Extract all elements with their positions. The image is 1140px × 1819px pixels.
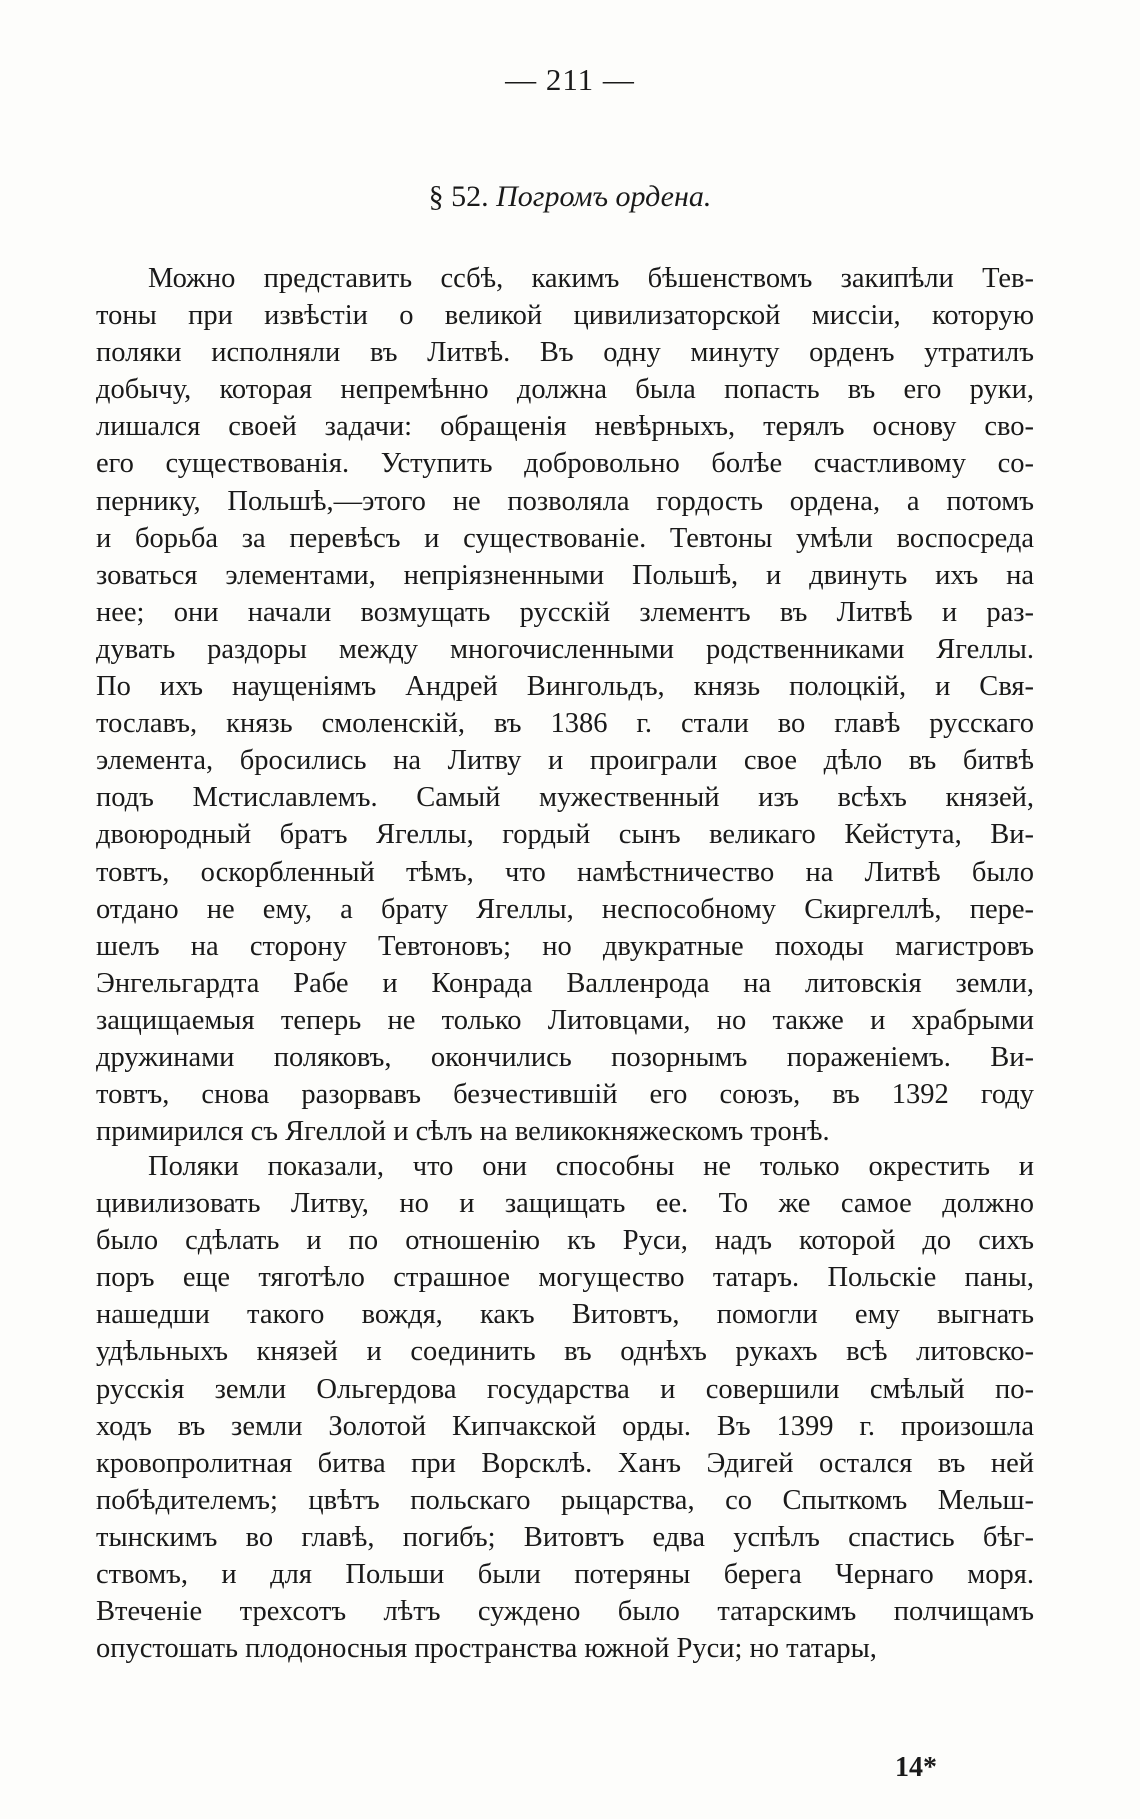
text-line: нее; они начали возмущать русскій злементъ въ Литвѣ и раз-	[96, 596, 1034, 628]
text-line: тынскимъ во главѣ, погибъ; Витовтъ едва успѣлъ спастись бѣг-	[96, 1521, 1034, 1553]
text-line: кровопролитная битва при Ворсклѣ. Ханъ Эдигей остался въ ней	[96, 1447, 1034, 1479]
text-line: Энгельгардта Рабе и Конрада Валленрода на литовскія земли,	[96, 967, 1034, 999]
section-number: § 52.	[428, 180, 489, 213]
text-line: дувать раздоры между многочисленными родственниками Ягеллы.	[96, 633, 1034, 665]
text-line: лишался своей задачи: обращенія невѣрныхъ, терялъ основу сво-	[96, 411, 1034, 443]
text-line: было сдѣлать и по отношенію къ Руси, надъ которой до сихъ	[96, 1225, 1034, 1257]
text-line: Поляки показали, что они способны не только окрестить и	[148, 1151, 1034, 1182]
text-line: его существованія. Уступить добровольно болѣе счастливому со-	[96, 448, 1034, 480]
text-line: пернику, Польшѣ,—этого не позволяла гордость ордена, а потомъ	[96, 485, 1034, 517]
text-line: защищаемыя теперь не только Литовцами, но также и храбрыми	[96, 1004, 1034, 1036]
printer-signature-mark: 14*	[895, 1752, 937, 1783]
text-line: цивилизовать Литву, но и защищать ее. То же самое должно	[96, 1188, 1034, 1220]
section-heading	[0, 180, 1140, 214]
text-line: зоваться элементами, непріязненными Польшѣ, и двинуть ихъ на	[96, 559, 1034, 591]
text-line: ствомъ, и для Польши были потеряны берега Чернаго моря.	[96, 1559, 1034, 1591]
text-line: примирился съ Ягеллой и сѣлъ на великокняжескомъ тронѣ.	[96, 1116, 830, 1148]
text-line: нашедши такого вождя, какъ Витовтъ, помогли ему выгнать	[96, 1299, 1034, 1331]
text-line: русскія земли Ольгердова государства и совершили смѣлый по-	[96, 1373, 1034, 1405]
text-line: тоны при извѣстіи о великой цивилизаторской миссіи, которую	[96, 300, 1034, 332]
text-line: шелъ на сторону Тевтоновъ; но двукратные походы магистровъ	[96, 930, 1034, 962]
text-line: элемента, бросились на Литву и проиграли свое дѣло въ битвѣ	[96, 745, 1034, 777]
text-line: товтъ, оскорбленный тѣмъ, что намѣстничество на Литвѣ было	[96, 856, 1034, 888]
text-line: По ихъ наущеніямъ Андрей Вингольдъ, князь полоцкій, и Свя-	[96, 671, 1034, 703]
page-number: — 211 —	[505, 62, 635, 97]
text-line: поръ еще тяготѣло страшное могущество татаръ. Польскіе паны,	[96, 1262, 1034, 1294]
text-line: ходъ въ земли Золотой Кипчакской орды. Въ 1399 г. произошла	[96, 1410, 1034, 1442]
text-line: двоюродный братъ Ягеллы, гордый сынъ великаго Кейстута, Ви-	[96, 819, 1034, 851]
paragraph-1	[96, 260, 1034, 1150]
text-line: подъ Мстиславлемъ. Самый мужественный изъ всѣхъ князей,	[96, 782, 1034, 814]
text-line: и борьба за перевѣсъ и существованіе. Тевтоны умѣли воспосреда	[96, 522, 1034, 554]
text-line: побѣдителемъ; цвѣтъ польскаго рыцарства, со Спыткомъ Мельш-	[96, 1484, 1034, 1516]
text-line: поляки исполняли въ Литвѣ. Въ одну минуту орденъ утратилъ	[96, 337, 1034, 369]
text-line: добычу, которая непремѣнно должна была попасть въ его руки,	[96, 374, 1034, 406]
text-line: товтъ, снова разорвавъ безчестившій его союзъ, въ 1392 году	[96, 1079, 1034, 1111]
text-line: дружинами поляковъ, окончились позорнымъ пораженіемъ. Ви-	[96, 1041, 1034, 1073]
text-line: опустошать плодоносныя пространства южной Руси; но татары,	[96, 1633, 877, 1665]
text-line: отдано не ему, а брату Ягеллы, неспособному Скиргеллѣ, пере-	[96, 893, 1034, 925]
text-line: Втеченіе трехсотъ лѣтъ суждено было татарскимъ полчищамъ	[96, 1596, 1034, 1628]
text-line: тославъ, князь смоленскій, въ 1386 г. стали во главѣ русскаго	[96, 708, 1034, 740]
text-line: Можно представить ссбѣ, какимъ бѣшенствомъ закипѣли Тев-	[148, 263, 1034, 294]
paragraph-2	[96, 1148, 1034, 1667]
section-title: Погромъ ордена.	[496, 180, 712, 213]
text-line: удѣльныхъ князей и соединить въ однѣхъ рукахъ всѣ литовско-	[96, 1336, 1034, 1368]
